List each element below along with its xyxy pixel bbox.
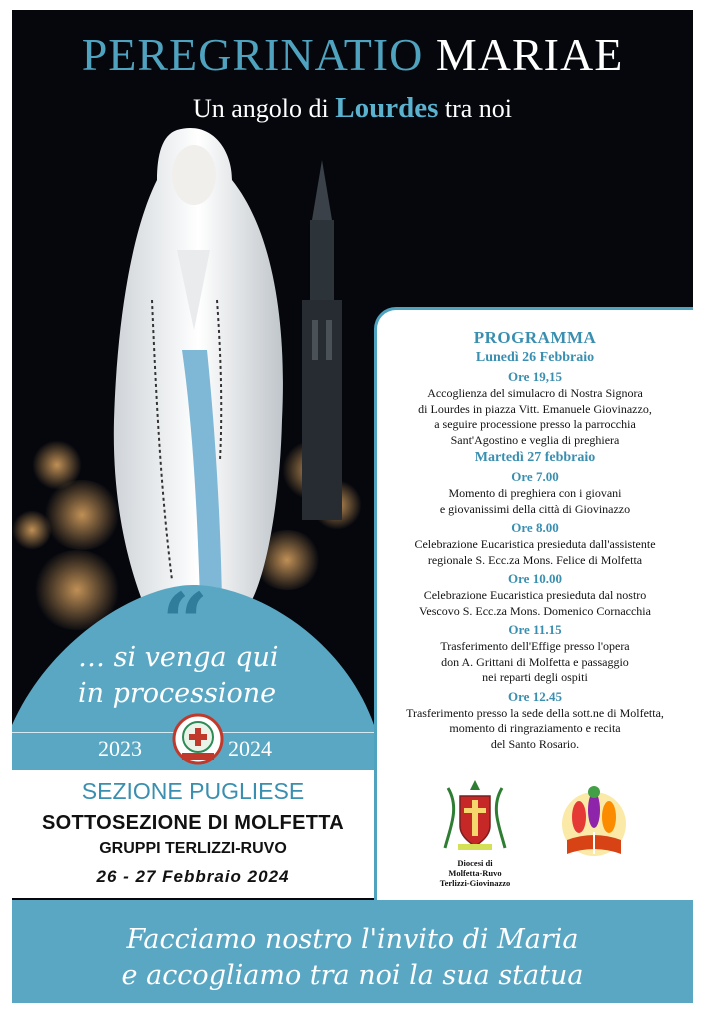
program-heading: PROGRAMMA	[473, 328, 597, 347]
footer-line2: e accogliamo tra noi la sua statua	[121, 960, 584, 991]
event-description: Celebrazione Eucaristica presieduta dal nostro Vescovo S. Ecc.za Mons. Domenico Cornacchia	[419, 588, 651, 618]
poster	[12, 10, 693, 1014]
subtitle-after: tra noi	[444, 94, 513, 123]
event-description: Trasferimento presso la sede della sott.ne di Molfetta, momento di ringraziamento e recita del Santo Rosario.	[406, 705, 664, 751]
section-name: SEZIONE PUGLIESE	[81, 778, 305, 804]
section-block	[12, 770, 374, 898]
candle-light	[12, 510, 52, 550]
groups-name: GRUPPI TERLIZZI-RUVO	[99, 840, 287, 857]
poster-title	[12, 28, 693, 81]
event-time: Ore 10.00	[508, 571, 562, 586]
event-description: Trasferimento dell'Effige presso l'opera don A. Grittani di Molfetta e passaggio nei reparti degli ospiti	[440, 639, 630, 684]
diocese-label: Diocesi di Molfetta-Ruvo Terlizzi-Giovinazzo	[439, 858, 511, 888]
quote-line2: in processione	[78, 678, 277, 709]
event-description: Accoglienza del simulacro di Nostra Signora di Lourdes in piazza Vitt. Emanuele Giovinazzo, a seguire processione presso la parrocchia Sant'Agostino e veglia di preghiera	[418, 386, 652, 447]
program-day-1: Lunedì 26 Febbraio	[475, 350, 595, 365]
year-start: 2023	[98, 736, 142, 761]
subtitle-highlight: Lourdes	[335, 92, 439, 124]
madonna-statue	[82, 120, 312, 620]
quote-mark-icon: “	[162, 585, 209, 669]
event-dates: 26 - 27 Febbraio 2024	[96, 867, 290, 886]
quote-text	[78, 640, 279, 712]
event-description: Momento di preghiera con i giovani e giovanissimi della città di Giovinazzo	[439, 486, 631, 516]
event-time: Ore 12.45	[508, 688, 562, 704]
event-description: Celebrazione Eucaristica presieduta dall'assistente regionale S. Ecc.za Mons. Felice di Molfetta	[414, 537, 656, 567]
pastoral-logo-icon	[549, 782, 639, 872]
footer-banner	[12, 900, 693, 1003]
event-time: Ore 11.15	[508, 622, 562, 637]
year-end: 2024	[228, 736, 272, 761]
diocese-coat-of-arms-icon	[440, 778, 510, 858]
title-part1: PEREGRINATIO	[81, 29, 424, 80]
quote-line1: … si venga qui	[78, 642, 279, 673]
title-part2: MARIAE	[435, 29, 624, 80]
footer-line1: Facciamo nostro l'invito di Maria	[126, 924, 579, 955]
event-time: Ore 8.00	[511, 520, 559, 535]
logos-area	[374, 770, 690, 898]
event-time: Ore 7.00	[511, 469, 559, 484]
unitalsi-logo-icon	[172, 713, 224, 765]
subtitle-before: Un angolo di	[192, 94, 329, 123]
poster-subtitle	[12, 92, 693, 125]
program-day-2: Martedì 27 febbraio	[474, 450, 596, 465]
event-time: Ore 19,15	[508, 369, 562, 384]
subsection-name: SOTTOSEZIONE DI MOLFETTA	[41, 812, 344, 834]
